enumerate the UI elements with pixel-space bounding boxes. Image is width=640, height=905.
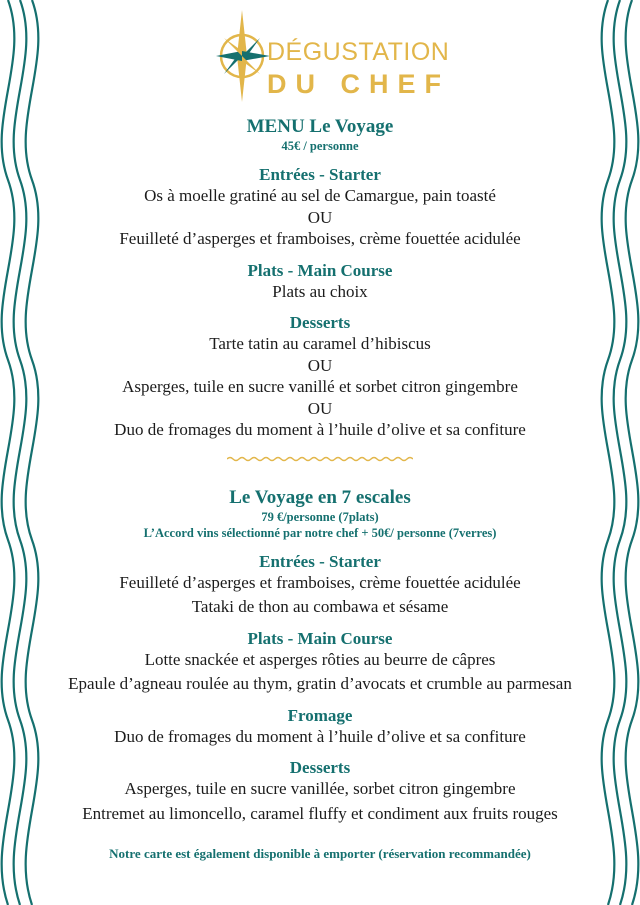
- dish: Os à moelle gratiné au sel de Camargue, pain toasté: [144, 186, 496, 205]
- brand-name-line1: DÉGUSTATION: [267, 38, 450, 66]
- wine-pairing-note: L’Accord vins sélectionné par notre chef + 50€/ personne (7verres): [143, 525, 497, 540]
- dish: Lotte snackée et asperges rôties au beurre de câpres: [144, 649, 496, 669]
- menu-le-voyage: [30, 115, 610, 441]
- wavy-divider: [227, 455, 413, 463]
- section-title: Entrées - Starter: [259, 165, 381, 184]
- dish: Duo de fromages du moment à l’huile d’olive et sa confiture: [114, 726, 526, 746]
- menu-title: Le Voyage en 7 escales: [229, 486, 411, 508]
- menu-section: [30, 164, 610, 250]
- section-title: Entrées - Starter: [259, 551, 381, 571]
- brand-logo: [212, 8, 452, 108]
- dish: Asperges, tuile en sucre vanillé et sorbet citron gingembre: [122, 377, 518, 396]
- menu-price: 45€ / personne: [281, 139, 359, 153]
- dish: Plats au choix: [272, 281, 368, 301]
- menu-section: [30, 757, 610, 824]
- section-title: Plats - Main Course: [247, 260, 393, 280]
- menu-price: 79 €/personne (7plats): [261, 509, 379, 524]
- or-separator: OU: [307, 207, 333, 227]
- menu-voyage-7-escales: [30, 486, 610, 825]
- dish: Epaule d’agneau roulée au thym, gratin d’avocats et crumble au parmesan: [68, 674, 572, 693]
- dish: Feuilleté d’asperges et framboises, crème fouettée acidulée: [119, 572, 521, 592]
- dish: Duo de fromages du moment à l’huile d’olive et sa confiture: [114, 420, 526, 439]
- menu-content: [30, 115, 610, 862]
- section-title: Fromage: [287, 705, 353, 725]
- dish: Tarte tatin au caramel d’hibiscus: [209, 334, 431, 353]
- section-title: Desserts: [289, 313, 351, 332]
- or-separator: OU: [307, 355, 333, 375]
- dish: Entremet au limoncello, caramel fluffy et condiment aux fruits rouges: [82, 803, 558, 823]
- dish: Tataki de thon au combawa et sésame: [191, 597, 449, 616]
- brand-name-line2: DU CHEF: [267, 69, 450, 99]
- menu-section: [30, 312, 610, 441]
- menu-title: MENU Le Voyage: [246, 116, 394, 137]
- dish: Asperges, tuile en sucre vanillée, sorbet citron gingembre: [124, 779, 516, 798]
- compass-rose-icon: [212, 8, 274, 104]
- takeaway-note: Notre carte est également disponible à emporter (réservation recommandée): [109, 846, 531, 861]
- menu-section: [30, 628, 610, 695]
- menu-section: [30, 551, 610, 618]
- section-title: Desserts: [289, 758, 351, 777]
- menu-section: [30, 260, 610, 303]
- section-title: Plats - Main Course: [247, 628, 393, 648]
- dish: Feuilleté d’asperges et framboises, crème fouettée acidulée: [119, 229, 521, 248]
- menu-section: [30, 705, 610, 748]
- or-separator: OU: [307, 398, 333, 418]
